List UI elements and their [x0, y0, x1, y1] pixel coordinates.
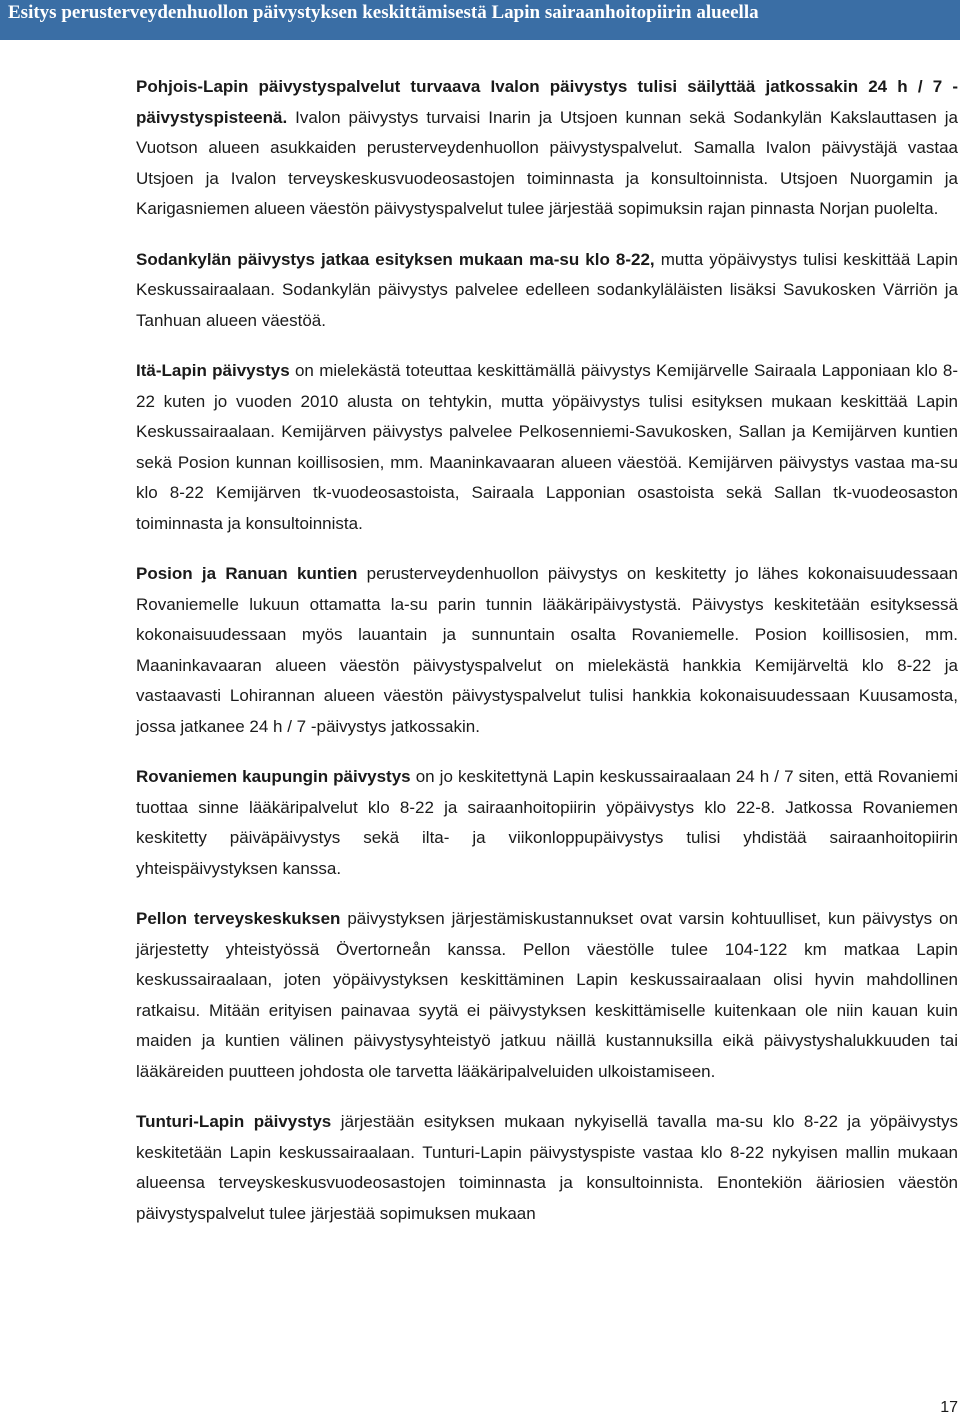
paragraph-lead: Pohjois-Lapin päivystyspalvelut turvaava Ivalon päivystys tulisi säilyttää jatkossakin 24 h / 7 -päivystyspisteenä. — [136, 77, 958, 127]
document-header — [0, 0, 960, 40]
paragraph-text: järjestään esityksen mukaan nykyisellä tavalla ma-su klo 8-22 ja yöpäivystys keskitetään Lapin keskussairaalaan. Tunturi-Lapin päivystyspiste vastaa klo 8-22 nykyisen mallin mukaan alueensa terveyskeskusvuodeosastojen toiminnasta ja konsultoinnista. Enontekiön ääriosien väestön päivystyspalvelut tulee järjestää sopimuksen mukaan — [136, 1112, 958, 1223]
paragraph-text: Ivalon päivystys turvaisi Inarin ja Utsjoen kunnan sekä Sodankylän Kakslauttasen ja Vuotson alueen asukkaiden perusterveydenhuollon päivystyspalvelut. Samalla Ivalon päivystäjä vastaa Utsjoen ja Ivalon terveyskeskusvuodeosastojen toiminnasta ja konsultoinnista. Utsjoen Nuorgamin ja Karigasniemen alueen väestön päivystyspalvelut tulee järjestää sopimuksin rajan pinnasta Norjan puolelta. — [136, 107, 958, 218]
paragraph-pello — [136, 904, 958, 1087]
paragraph-text: mutta yöpäivystys tulisi keskittää Lapin Keskussairaalaan. Sodankylän päivystys palvelee edelleen sodankyläläisten lisäksi Savukosken Värriön ja Tanhuan alueen väestöä. — [136, 249, 958, 330]
page-number: 17 — [940, 1399, 958, 1416]
paragraph-ita-lappi — [136, 356, 958, 539]
paragraph-lead: Sodankylän päivystys jatkaa esityksen mukaan ma-su klo 8-22, — [136, 249, 655, 269]
paragraph-text: on jo keskitettynä Lapin keskussairaalaan 24 h / 7 siten, että Rovaniemi tuottaa sinne lääkäripalvelut klo 8-22 ja sairaanhoitopiirin yöpäivystys klo 22-8. Jatkossa Rovaniemen keskitetty päiväpäivystys sekä ilta- ja viikonloppupäivystys tulisi yhdistää sairaanhoitopiirin yhteispäivystyksen kanssa. — [136, 767, 959, 878]
paragraph-text: on mielekästä toteuttaa keskittämällä päivystys Kemijärvelle Sairaala Lapponiaan klo 8-22 kuten jo vuoden 2010 alusta on tehtykin, mutta yöpäivystys tulisi esityksen mukaan keskittää Lapin Keskussairaalaan. Kemijärven päivystys palvelee Pelkosenniemi-Savukosken, Sallan ja Kemijärven kuntien sekä Posion kunnan koillisosien, mm. Maaninkavaaran alueen väestöä. Kemijärven päivystys vastaa ma-su klo 8-22 Kemijärven tk-vuodeosastoista, Sairaala Lapponian osastoista sekä Sallan tk-vuodeosaston toiminnasta ja konsultoinnista. — [136, 361, 958, 533]
document-title: Esitys perusterveydenhuollon päivystyksen keskittämisestä Lapin sairaanhoitopiirin alueella — [8, 2, 759, 23]
paragraph-lead: Tunturi-Lapin päivystys — [136, 1112, 332, 1131]
paragraph-posio-ranua — [136, 559, 958, 742]
paragraph-pohjois-lappi — [136, 72, 958, 225]
paragraph-rovaniemi — [136, 762, 958, 884]
paragraph-text: perusterveydenhuollon päivystys on keskitetty jo lähes kokonaisuudessaan Rovaniemelle lukuun ottamatta la-su parin tunnin lääkäripäivystystä. Päivystys keskitetään esityksessä kokonaisuudessaan myös lauantain ja sunnuntain osalta Rovaniemelle. Posion koillisosien, mm. Maaninkavaaran alueen väestön päivystyspalvelut on mielekästä hankkia Kemijärveltä klo 8-22 ja vastaavasti Lohirannan alueen väestön päivystyspalvelut tulisi hankkia kokonaisuudessaan Kuusamosta, jossa jatkanee 24 h / 7 -päivystys jatkossakin. — [136, 564, 958, 736]
paragraph-tunturi-lappi — [136, 1107, 958, 1229]
paragraph-lead: Posion ja Ranuan kuntien — [136, 564, 358, 583]
paragraph-lead: Itä-Lapin päivystys — [136, 361, 290, 380]
paragraph-lead: Rovaniemen kaupungin päivystys — [136, 767, 411, 786]
paragraph-sodankyla — [136, 245, 958, 337]
paragraph-text: päivystyksen järjestämiskustannukset ovat varsin kohtuulliset, kun päivystys on järjestetty yhteistyössä Övertorneån kanssa. Pellon väestölle tulee 104-122 km matkaa Lapin keskussairaalaan, joten yöpäivystyksen keskittäminen Lapin keskussairaalaan olisi hyvin mahdollinen ratkaisu. Mitään erityisen painavaa syytä ei päivystyksen keskittämiselle kuitenkaan ole niin kauan kuin maiden ja kuntien välinen päivystysyhteistyö jatkuu näillä kustannuksilla eikä päivystyshalukkuuden tai lääkäreiden puutteen johdosta ole tarvetta lääkäripalveluiden ulkoistamiseen. — [136, 909, 959, 1081]
paragraph-lead: Pellon terveyskeskuksen — [136, 909, 341, 928]
document-body — [136, 72, 958, 1249]
